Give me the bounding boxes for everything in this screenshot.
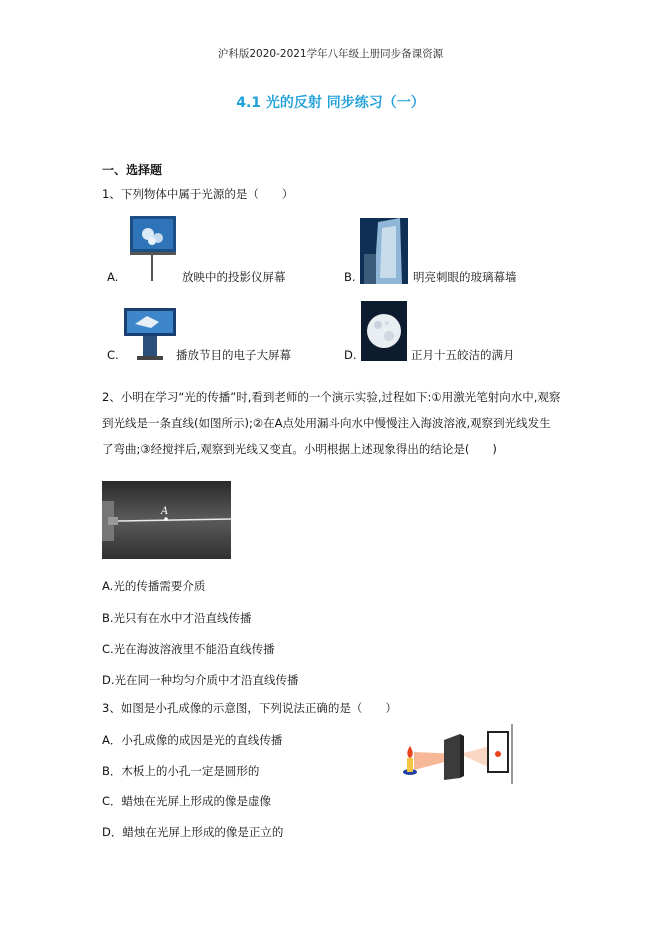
full-moon-image: [361, 301, 407, 361]
q1-option-a-letter: A.: [107, 270, 119, 284]
electronic-big-screen-image: [121, 306, 179, 361]
q1-option-d-letter: D.: [344, 348, 357, 362]
q1-option-c-text: 播放节目的电子大屏幕: [176, 348, 291, 362]
section-heading: 一、选择题: [102, 163, 163, 177]
q2-option-c: C.光在海波溶液里不能沿直线传播: [102, 642, 275, 656]
q2-stem: [102, 384, 572, 462]
q3-option-c: C．蜡烛在光屏上形成的像是虚像: [102, 794, 272, 808]
q3-option-b: B．木板上的小孔一定是圆形的: [102, 764, 260, 778]
figure-label-a: A: [161, 506, 169, 517]
laser-in-water-image: [102, 481, 231, 559]
q1-option-b-text: 明亮刺眼的玻璃幕墙: [413, 270, 517, 284]
pinhole-imaging-diagram: [400, 724, 514, 784]
q1-stem: 1、下列物体中属于光源的是（ ）: [102, 187, 294, 201]
q2-option-b: B.光只有在水中才沿直线传播: [102, 611, 252, 625]
glass-curtain-wall-image: [360, 218, 408, 284]
q1-option-d-text: 正月十五皎洁的满月: [411, 348, 515, 362]
q3-option-a: A．小孔成像的成因是光的直线传播: [102, 733, 283, 747]
q2-option-d: D.光在同一种均匀介质中才沿直线传播: [102, 673, 299, 687]
q1-option-c-letter: C.: [107, 348, 119, 362]
q2-stem-line-1: 2、小明在学习“光的传播”时,看到老师的一个演示实验,过程如下:①用激光笔射向水中,观察: [102, 390, 561, 404]
q2-option-a: A.光的传播需要介质: [102, 579, 206, 593]
q1-option-a-text: 放映中的投影仪屏幕: [182, 270, 286, 284]
projector-screen-image: [128, 214, 178, 282]
q2-stem-line-2: 到光线是一条直线(如图所示);②在A点处用漏斗向水中慢慢注入海波溶液,观察到光线发生: [102, 416, 551, 430]
q2-stem-line-3: 了弯曲;③经搅拌后,观察到光线又变直。小明根据上述现象得出的结论是( ): [102, 442, 497, 456]
q1-option-b-letter: B.: [344, 270, 356, 284]
page-title: 4.1 光的反射 同步练习（一）: [236, 95, 425, 111]
page-header: 沪科版2020-2021学年八年级上册同步备课资源: [217, 48, 444, 60]
q3-stem: 3、如图是小孔成像的示意图，下列说法正确的是（ ）: [102, 701, 397, 715]
q3-option-d: D．蜡烛在光屏上形成的像是正立的: [102, 825, 284, 839]
